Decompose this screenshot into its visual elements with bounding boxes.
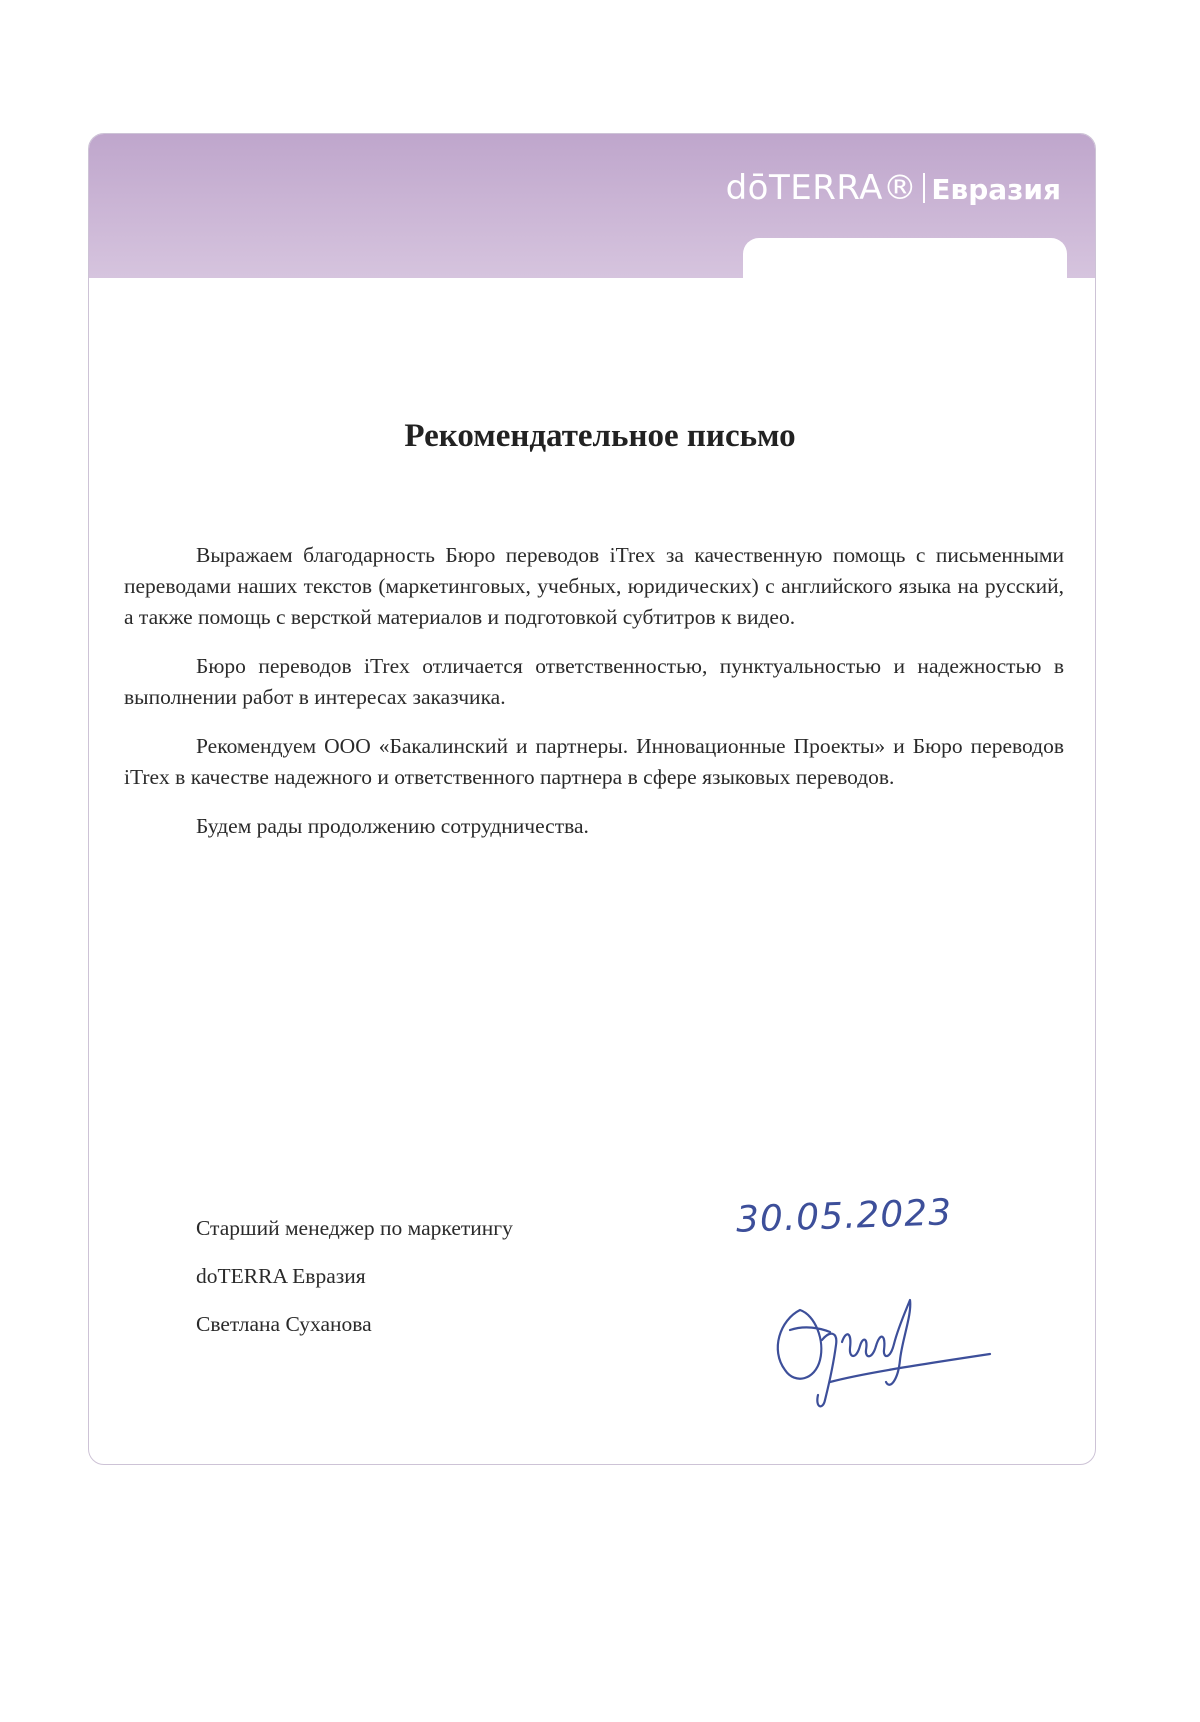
paragraph-gratitude: Выражаем благодарность Бюро переводов iTrex за качественную помощь с письменными переводами наших текстов (маркетинговых, учебных, юридических) с английского языка на русский, а также помощь с версткой материалов и подготовкой субтитров к видео. — [124, 543, 1064, 629]
brand-logo — [726, 168, 1061, 208]
signatory-position: Старший менеджер по маркетингу — [196, 1216, 513, 1240]
brand-divider — [923, 173, 925, 203]
signatory-company: doTERRA Евразия — [196, 1264, 366, 1288]
paragraph-qualities: Бюро переводов iTrex отличается ответственностью, пунктуальностью и надежностью в выполнении работ в интересах заказчика. — [124, 654, 1064, 709]
letterhead-tab — [743, 238, 1067, 288]
signatory-block — [196, 1204, 513, 1348]
letter-title: Рекомендательное письмо — [404, 418, 796, 454]
brand-name: dōTERRA® — [725, 168, 918, 208]
signatory-name: Светлана Суханова — [196, 1312, 372, 1336]
brand-region: Евразия — [931, 173, 1061, 206]
letter-body — [124, 540, 1064, 860]
paragraph-recommendation: Рекомендуем ООО «Бакалинский и партнеры. Инновационные Проекты» и Бюро переводов iTrex в качестве надежного и ответственного партнера в сфере языковых переводов. — [124, 734, 1064, 789]
paragraph-closing: Будем рады продолжению сотрудничества. — [196, 814, 589, 838]
handwritten-signature — [760, 1270, 1000, 1420]
handwritten-date: 30.05.2023 — [735, 1192, 953, 1241]
